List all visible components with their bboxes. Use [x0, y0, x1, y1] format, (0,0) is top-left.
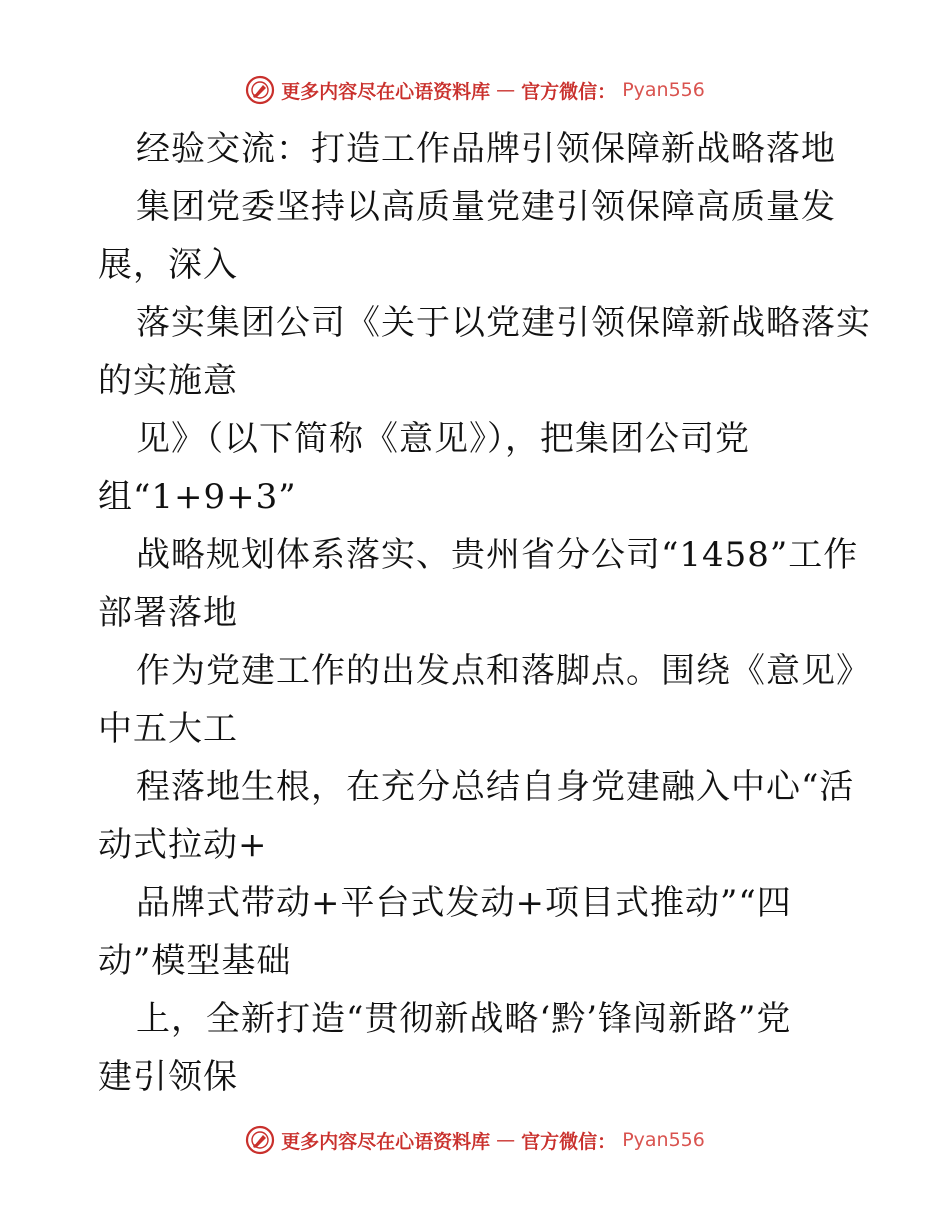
doc-line: 战略规划体系落实、贵州省分公司“1458”工作 — [136, 535, 859, 575]
doc-line: 集团党委坚持以高质量党建引领保障高质量发 — [136, 187, 836, 227]
doc-line: 组“1+9+3” — [98, 477, 297, 517]
doc-line: 动式拉动+ — [98, 825, 268, 865]
document-body — [98, 120, 871, 1106]
banner-dash: — — [496, 1129, 516, 1151]
pen-nib-logo-icon — [245, 75, 275, 105]
banner-wechat-label: 官方微信： — [521, 80, 617, 103]
banner-brand-text: 更多内容尽在心语资料库 — [281, 80, 491, 103]
banner-wechat-id: Pyan556 — [622, 1129, 705, 1151]
banner-dash: — — [496, 79, 516, 101]
doc-line: 中五大工 — [98, 709, 238, 749]
doc-line: 建引领保 — [98, 1057, 238, 1097]
doc-line: 品牌式带动+平台式发动+项目式推动”“四 — [136, 883, 792, 923]
doc-line: 作为党建工作的出发点和落脚点。围绕《意见》 — [136, 651, 871, 691]
doc-line: 的实施意 — [98, 361, 238, 401]
doc-line: 上，全新打造“贯彻新战略‘黔’锋闯新路”党 — [136, 999, 792, 1039]
doc-line: 见》（以下简称《意见》），把集团公司党 — [136, 419, 750, 459]
banner-brand-text: 更多内容尽在心语资料库 — [281, 1130, 491, 1153]
doc-line: 程落地生根，在充分总结自身党建融入中心“活 — [136, 767, 855, 807]
banner-wechat-id: Pyan556 — [622, 79, 705, 101]
doc-line: 落实集团公司《关于以党建引领保障新战略落实 — [136, 303, 871, 343]
doc-line: 部署落地 — [98, 593, 238, 633]
pen-nib-logo-icon — [245, 1125, 275, 1155]
footer-banner — [0, 1122, 950, 1158]
doc-line: 展，深入 — [98, 245, 238, 285]
header-banner — [0, 72, 950, 108]
doc-title: 经验交流：打造工作品牌引领保障新战略落地 — [136, 129, 836, 169]
doc-line: 动”模型基础 — [98, 941, 292, 981]
banner-wechat-label: 官方微信： — [521, 1130, 617, 1153]
